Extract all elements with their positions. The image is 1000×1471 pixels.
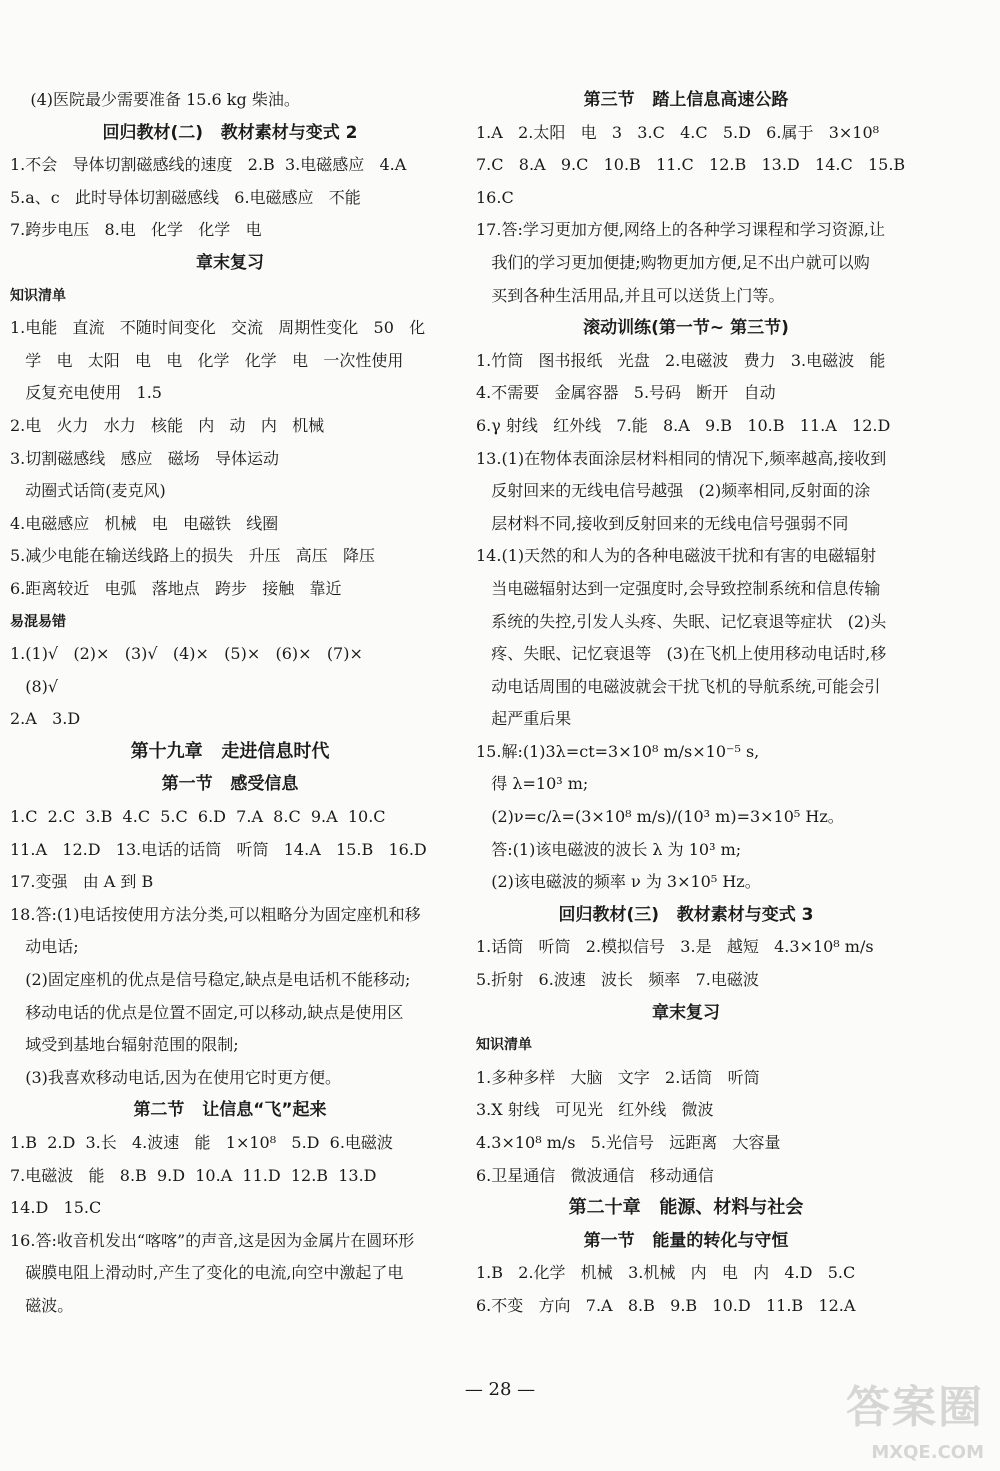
- answer-line: 4.3×10⁸ m/s 5.光信号 远距离 大容量: [476, 1133, 781, 1152]
- left-column: [10, 84, 450, 1323]
- answer-line: 移动电话的优点是位置不固定,可以移动,缺点是使用区: [10, 1002, 404, 1022]
- answer-line: 我们的学习更加便捷;购物更加方便,足不出户就可以购: [476, 252, 870, 272]
- section-heading: 第一节 感受信息: [161, 774, 299, 795]
- section-label: 知识清单: [476, 1037, 532, 1054]
- answer-line: 6.γ 射线 红外线 7.能 8.A 9.B 10.B 11.A 12.D: [476, 415, 891, 435]
- answer-line: (8)√: [10, 676, 59, 696]
- answer-line: 买到各种生活用品,并且可以送货上门等。: [476, 285, 785, 305]
- answer-line: 答:(1)该电磁波的波长 λ 为 10³ m;: [476, 839, 742, 859]
- answer-line: 13.(1)在物体表面涂层材料相同的情况下,频率越高,接收到: [476, 448, 887, 468]
- answer-line: 1.竹筒 图书报纸 光盘 2.电磁波 费力 3.电磁波 能: [476, 350, 886, 370]
- answer-line: 1.话筒 听筒 2.模拟信号 3.是 越短 4.3×10⁸ m/s: [476, 937, 874, 957]
- answer-line: 5.a、c 此时导体切割磁感线 6.电磁感应 不能: [10, 187, 361, 207]
- answer-line: 1.B 2.D 3.长 4.波速 能 1×10⁸ 5.D 6.电磁波: [10, 1133, 393, 1152]
- answer-line: 当电磁辐射达到一定强度时,会导致控制系统和信息传输: [476, 578, 881, 598]
- answer-line: 14.(1)天然的和人为的各种电磁波干扰和有害的电磁辐射: [476, 546, 877, 566]
- right-column: [476, 84, 906, 1323]
- answer-line: 17.变强 由 A 到 B: [10, 872, 154, 892]
- answer-line: 得 λ=10³ m;: [476, 774, 589, 794]
- answer-line: 1.多种多样 大脑 文字 2.话筒 听筒: [476, 1067, 760, 1087]
- answer-line: 7.跨步电压 8.电 化学 化学 电: [10, 220, 262, 240]
- answer-line: 5.折射 6.波速 波长 频率 7.电磁波: [476, 970, 759, 990]
- answer-line: 2.A 3.D: [10, 709, 81, 729]
- answer-line: (2)ν=c/λ=(3×10⁸ m/s)/(10³ m)=3×10⁵ Hz。: [476, 807, 844, 827]
- answer-line: 7.C 8.A 9.C 10.B 11.C 12.B 13.D 14.C 15.B: [476, 155, 906, 175]
- answer-line: 动电话周围的电磁波就会干扰飞机的导航系统,可能会引: [476, 676, 881, 696]
- answer-line: 4.电磁感应 机械 电 电磁铁 线圈: [10, 513, 279, 533]
- answer-line: 5.减少电能在输送线路上的损失 升压 高压 降压: [10, 546, 376, 566]
- section-heading: 第二十章 能源、材料与社会: [568, 1197, 804, 1219]
- answer-line: 起严重后果: [476, 709, 572, 729]
- answer-line: 6.卫星通信 微波通信 移动通信: [476, 1165, 714, 1185]
- section-label: 知识清单: [10, 287, 66, 304]
- answer-line: 1.B 2.化学 机械 3.机械 内 电 内 4.D 5.C: [476, 1263, 856, 1283]
- answer-line: 11.A 12.D 13.电话的话筒 听筒 14.A 15.B 16.D: [10, 839, 427, 859]
- answer-line: 3.X 射线 可见光 红外线 微波: [476, 1100, 714, 1120]
- answer-line: 14.D 15.C: [10, 1198, 102, 1218]
- answer-line: 学 电 太阳 电 电 化学 化学 电 一次性使用: [10, 350, 404, 370]
- answer-line: 动电话;: [10, 937, 79, 957]
- section-heading: 第三节 踏上信息高速公路: [583, 90, 789, 110]
- watermark-url: MXQE.COM: [871, 1442, 984, 1463]
- section-heading: 回归教材(三) 教材素材与变式 3: [558, 904, 814, 925]
- answer-line: 系统的失控,引发人头疼、失眠、记忆衰退等症状 (2)头: [476, 611, 887, 631]
- answer-line: 疼、失眠、记忆衰退等 (3)在飞机上使用移动电话时,移: [476, 644, 887, 664]
- answer-line: (4)医院最少需要准备 15.6 kg 柴油。: [10, 90, 300, 109]
- answer-line: 1.C 2.C 3.B 4.C 5.C 6.D 7.A 8.C 9.A 10.C: [10, 807, 386, 827]
- answer-line: 域受到基地台辐射范围的限制;: [10, 1035, 239, 1055]
- answer-line: 反射回来的无线电信号越强 (2)频率相同,反射面的涂: [476, 481, 871, 501]
- answer-line: 18.答:(1)电话按使用方法分类,可以粗略分为固定座机和移: [10, 904, 421, 924]
- answer-line: (3)我喜欢移动电话,因为在使用它时更方便。: [10, 1067, 342, 1087]
- answer-line: 16.C: [476, 187, 514, 207]
- section-heading: 章末复习: [652, 1002, 720, 1023]
- section-heading: 第二节 让信息“飞”起来: [133, 1100, 327, 1121]
- answer-line: 17.答:学习更加方便,网络上的各种学习课程和学习资源,让: [476, 220, 886, 240]
- section-label: 易混易错: [10, 613, 66, 630]
- answer-line: 1.A 2.太阳 电 3 3.C 4.C 5.D 6.属于 3×10⁸: [476, 122, 880, 142]
- section-heading: 第十九章 走进信息时代: [130, 740, 330, 762]
- answer-line: 动圈式话筒(麦克风): [10, 481, 166, 501]
- answer-line: 16.答:收音机发出“喀喀”的声音,这是因为金属片在圆环形: [10, 1230, 415, 1250]
- answer-line: 4.不需要 金属容器 5.号码 断开 自动: [476, 383, 776, 403]
- answer-line: 2.电 火力 水力 核能 内 动 内 机械: [10, 415, 325, 435]
- answer-line: 磁波。: [10, 1295, 74, 1315]
- answer-line: 1.不会 导体切割磁感线的速度 2.B 3.电磁感应 4.A: [10, 155, 407, 175]
- section-heading: 第一节 能量的转化与守恒: [583, 1230, 789, 1251]
- section-heading: 回归教材(二) 教材素材与变式 2: [102, 122, 358, 143]
- watermark-text: 答案圈: [846, 1382, 984, 1433]
- answer-line: (2)固定座机的优点是信号稳定,缺点是电话机不能移动;: [10, 970, 411, 990]
- answer-line: 1.(1)√ (2)× (3)√ (4)× (5)× (6)× (7)×: [10, 644, 363, 664]
- watermark-logo: [834, 1371, 984, 1463]
- page-number: — 28 —: [464, 1379, 536, 1400]
- answer-line: 反复充电使用 1.5: [10, 383, 162, 403]
- answer-line: 3.切割磁感线 感应 磁场 导体运动: [10, 448, 280, 468]
- answer-line: 碳膜电阻上滑动时,产生了变化的电流,向空中激起了电: [10, 1263, 404, 1283]
- answer-line: 15.解:(1)3λ=ct=3×10⁸ m/s×10⁻⁵ s,: [476, 741, 760, 761]
- answer-line: 6.不变 方向 7.A 8.B 9.B 10.D 11.B 12.A: [476, 1295, 856, 1315]
- answer-line: 1.电能 直流 不随时间变化 交流 周期性变化 50 化: [10, 318, 426, 338]
- section-heading: 滚动训练(第一节~ 第三节): [583, 318, 789, 339]
- section-heading: 章末复习: [196, 252, 264, 273]
- answer-line: (2)该电磁波的频率 ν 为 3×10⁵ Hz。: [476, 872, 761, 892]
- answer-line: 6.距离较近 电弧 落地点 跨步 接触 靠近: [10, 578, 342, 598]
- answer-line: 7.电磁波 能 8.B 9.D 10.A 11.D 12.B 13.D: [10, 1165, 377, 1185]
- answer-line: 层材料不同,接收到反射回来的无线电信号强弱不同: [476, 513, 849, 533]
